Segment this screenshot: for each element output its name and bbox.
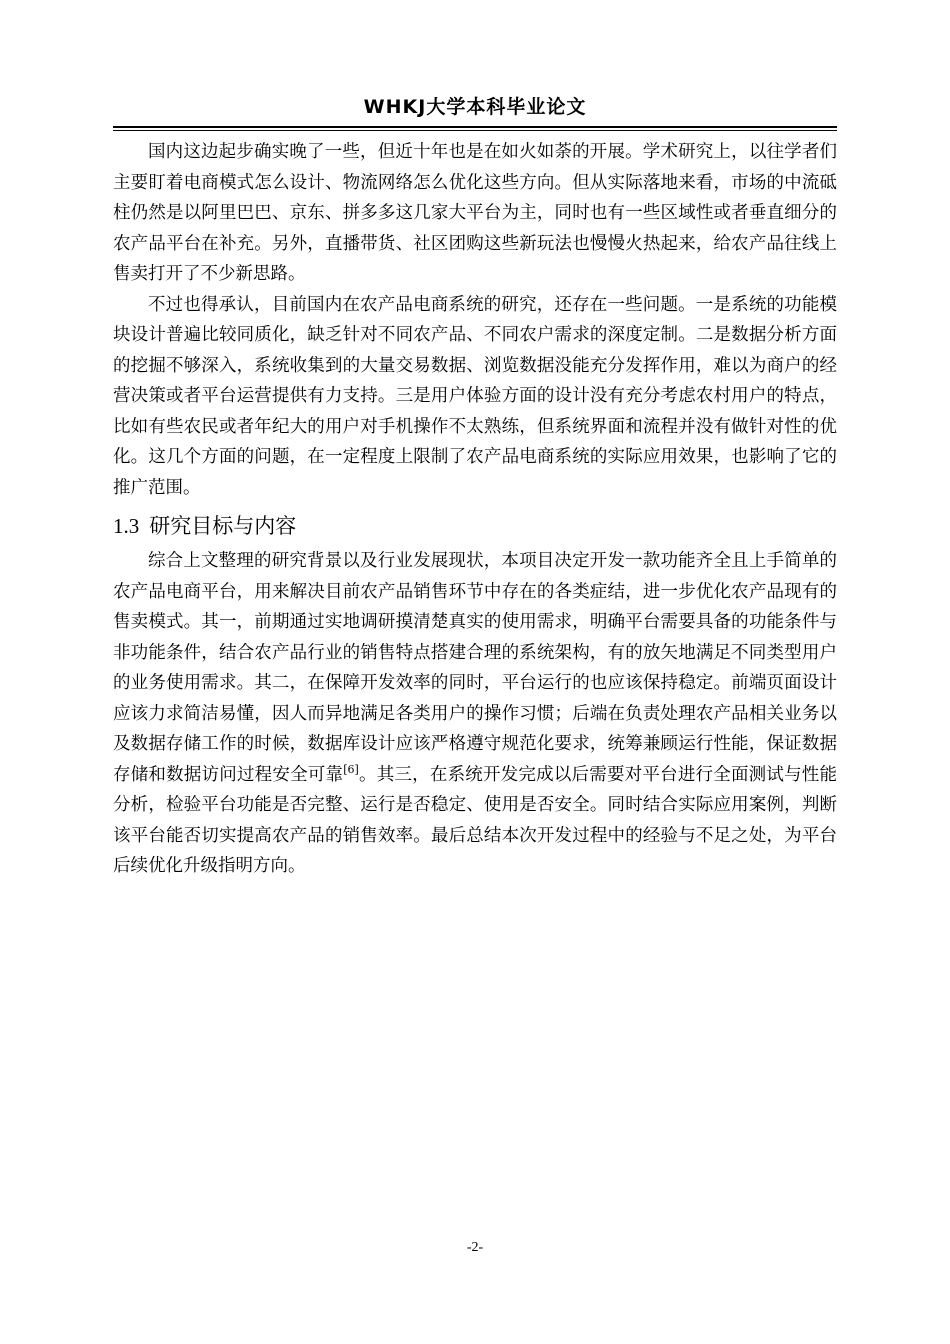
paragraph-text-after-citation: 。其三，在系统开发完成以后需要对平台进行全面测试与性能分析，检验平台功能是否完整、运行是否稳定、使用是否安全。同时结合实际应用案例，判断该平台能否切实提高农产品的销售效率。最后总结本次开发过程中的经验与不足之处，为平台后续优化升级指明方向。 — [113, 764, 838, 876]
page-number: -2- — [466, 1240, 484, 1255]
citation-ref: [6] — [343, 762, 359, 776]
section-number: 1.3 — [113, 514, 140, 538]
header-rule-thin — [113, 130, 837, 131]
section-heading — [113, 509, 837, 543]
paragraph-text-before-citation: 综合上文整理的研究背景以及行业发展现状，本项目决定开发一款功能齐全且上手简单的农产品电商平台，用来解决目前农产品销售环节中存在的各类症结，进一步优化农产品现有的售卖模式。其一，前期通过实地调研摸清楚真实的使用需求，明确平台需要具备的功能条件与非功能条件，结合农产品行业的销售特点搭建合理的系统架构，有的放矢地满足不同类型用户的业务使用需求。其二，在保障开发效率的同时，平台运行的也应该保持稳定。前端页面设计应该力求简洁易懂，因人而异地满足各类用户的操作习惯；后端在负责处理农产品相关业务以及数据存储工作的时候，数据库设计应该严格遵守规范化要求，统筹兼顾运行性能，保证数据存储和数据访问过程安全可靠 — [113, 551, 837, 785]
paragraph-existing-problems: 不过也得承认，目前国内在农产品电商系统的研究，还存在一些问题。一是系统的功能模块设计普遍比较同质化，缺乏针对不同农产品、不同农户需求的深度定制。二是数据分析方面的挖掘不够深入，系统收集到的大量交易数据、浏览数据没能充分发挥作用，难以为商户的经营决策或者平台运营提供有力支持。三是用户体验方面的设计没有充分考虑农村用户的特点，比如有些农民或者年纪大的用户对手机操作不太熟练，但系统界面和流程并没有做针对性的优化。这几个方面的问题，在一定程度上限制了农产品电商系统的实际应用效果，也影响了它的推广范围。 — [113, 294, 837, 498]
paragraph-domestic-status: 国内这边起步确实晚了一些，但近十年也是在如火如荼的开展。学术研究上，以往学者们主要盯着电商模式怎么设计、物流网络怎么优化这些方向。但从实际落地来看，市场的中流砥柱仍然是以阿里巴巴、京东、拼多多这几家大平台为主，同时也有一些区域性或者垂直细分的农产品平台在补充。另外，直播带货、社区团购这些新玩法也慢慢火热起来，给农产品往线上售卖打开了不少新思路。 — [113, 142, 837, 284]
section-title: 研究目标与内容 — [149, 514, 297, 538]
header-rule-thick — [113, 126, 837, 128]
running-header: WHKJ大学本科毕业论文 — [363, 96, 587, 118]
document-body — [113, 137, 837, 882]
paragraph-research-goals — [113, 546, 837, 882]
